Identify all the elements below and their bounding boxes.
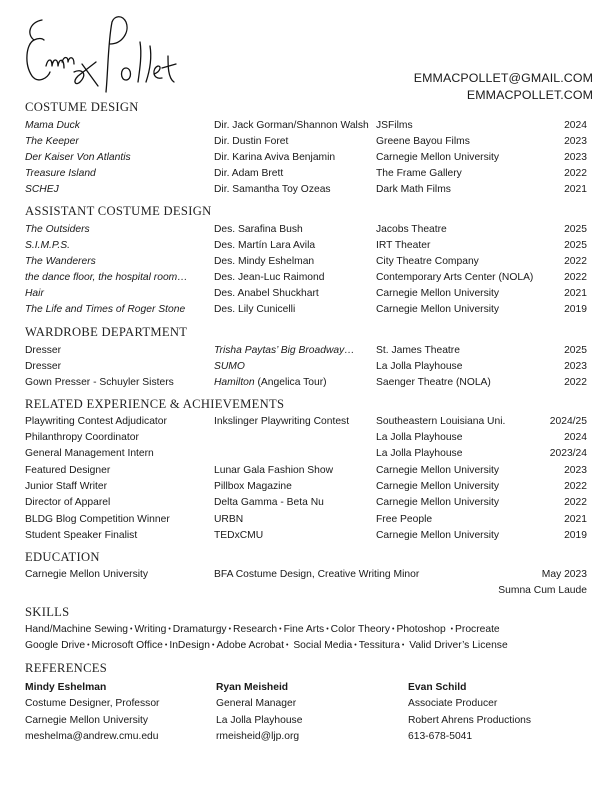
director: Dir. Adam Brett: [214, 168, 284, 179]
experience-row: [0, 414, 612, 430]
reference-name: Evan Schild: [408, 682, 467, 693]
organization: The Frame Gallery: [376, 168, 462, 179]
skill-item: Fine Arts: [283, 624, 325, 635]
reference-name: Ryan Meisheid: [216, 682, 289, 693]
contact-block: [414, 70, 593, 104]
experience-row: [0, 430, 612, 446]
honors: Sumna Cum Laude: [498, 585, 587, 596]
detail: Pillbox Magazine: [214, 481, 292, 492]
year: 2025: [564, 240, 587, 251]
section-heading-related-experience: RELATED EXPERIENCE & ACHIEVEMENTS: [25, 397, 285, 411]
position: Director of Apparel: [25, 497, 111, 508]
year: 2024/25: [549, 416, 587, 427]
skill-item: Adobe Acrobat: [216, 640, 284, 651]
costume-design-row: [0, 182, 612, 198]
assistant-design-row: [0, 254, 612, 270]
organization: Jacobs Theatre: [376, 224, 447, 235]
experience-row: [0, 463, 612, 479]
signature-logo: [22, 12, 182, 100]
organization: Carnegie Mellon University: [376, 497, 500, 508]
skill-separator: •: [326, 626, 329, 633]
organization: Contemporary Arts Center (NOLA): [376, 272, 534, 283]
experience-row: [0, 479, 612, 495]
skill-separator: •: [286, 642, 289, 649]
year: 2023: [564, 136, 587, 147]
year: 2024: [564, 120, 587, 131]
school: Carnegie Mellon University: [25, 569, 149, 580]
detail: Lunar Gala Fashion Show: [214, 465, 334, 476]
show: [214, 343, 369, 359]
skill-item: Photoshop: [396, 624, 449, 635]
assistant-design-row: [0, 238, 612, 254]
reference-email[interactable]: meshelma@andrew.cmu.edu: [25, 730, 159, 742]
reference-email[interactable]: rmeisheid@ljp.org: [216, 730, 300, 742]
section-heading-wardrobe: WARDROBE DEPARTMENT: [25, 325, 188, 339]
year: 2023: [564, 152, 587, 163]
organization: Free People: [376, 514, 433, 525]
skill-item: Google Drive: [25, 640, 86, 651]
year: 2024: [564, 432, 587, 443]
designer: Des. Martín Lara Avila: [214, 240, 316, 251]
skill-item: InDesign: [169, 640, 210, 651]
organization: Greene Bayou Films: [376, 136, 470, 147]
position: Gown Presser - Schuyler Sisters: [25, 377, 174, 388]
year: 2021: [564, 184, 587, 195]
organization: Carnegie Mellon University: [376, 288, 500, 299]
skill-item: Microsoft Office: [91, 640, 163, 651]
skill-separator: •: [130, 626, 133, 633]
detail: URBN: [214, 514, 244, 525]
show-title: SUMO: [214, 361, 245, 372]
year: 2022: [564, 481, 587, 492]
costume-design-row: [0, 118, 612, 134]
year: 2022: [564, 272, 587, 283]
organization: JSFilms: [376, 120, 413, 131]
skill-separator: •: [450, 626, 454, 633]
skill-separator: •: [87, 642, 90, 649]
skill-separator: •: [279, 626, 282, 633]
skill-item: Dramaturgy: [172, 624, 227, 635]
section-heading-costume-design: COSTUME DESIGN: [25, 100, 139, 114]
organization: Dark Math Films: [376, 184, 451, 195]
show: [214, 375, 369, 391]
production-title: The Wanderers: [25, 256, 96, 267]
skill-item: Color Theory: [330, 624, 390, 635]
skill-separator: •: [354, 642, 357, 649]
skill-item: Social Media: [290, 640, 353, 651]
year: 2019: [564, 530, 587, 541]
year: 2021: [564, 514, 587, 525]
assistant-design-row: [0, 222, 612, 238]
reference-card: [408, 680, 531, 745]
skill-item: Procreate: [455, 624, 500, 635]
show-title: Trisha Paytas’ Big Broadway…: [214, 345, 355, 356]
experience-row: [0, 512, 612, 528]
production-title: The Outsiders: [25, 224, 90, 235]
position: Playwriting Contest Adjudicator: [25, 416, 167, 427]
reference-title: General Manager: [216, 698, 297, 710]
reference-card: [25, 680, 160, 745]
designer: Des. Lily Cunicelli: [214, 304, 296, 315]
year: 2023: [564, 361, 587, 372]
production-title: Mama Duck: [25, 120, 80, 131]
year: 2025: [564, 224, 587, 235]
experience-row: [0, 528, 612, 544]
section-heading-education: EDUCATION: [25, 550, 100, 564]
organization: Saenger Theatre (NOLA): [376, 377, 491, 388]
designer: Des. Sarafina Bush: [214, 224, 303, 235]
assistant-design-row: [0, 286, 612, 302]
skill-item: Valid Driver’s License: [406, 640, 508, 651]
education-honors-row: [0, 583, 612, 599]
skill-item: Hand/Machine Sewing: [25, 624, 129, 635]
skill-separator: •: [164, 642, 168, 649]
skills-line-2: [25, 638, 508, 654]
organization: Carnegie Mellon University: [376, 481, 500, 492]
position: General Management Intern: [25, 448, 154, 459]
organization: City Theatre Company: [376, 256, 479, 267]
section-heading-skills: SKILLS: [25, 605, 70, 619]
skill-separator: •: [168, 626, 171, 633]
designer: Des. Jean-Luc Raimond: [214, 272, 325, 283]
reference-card: [216, 680, 302, 745]
director: Dir. Karina Aviva Benjamin: [214, 152, 336, 163]
production-title: SCHEJ: [25, 184, 59, 195]
director: Dir. Samantha Toy Ozeas: [214, 184, 331, 195]
position: BLDG Blog Competition Winner: [25, 514, 170, 525]
organization: Carnegie Mellon University: [376, 152, 500, 163]
skill-item: Research: [233, 624, 278, 635]
graduation-date: May 2023: [541, 569, 587, 580]
year: 2023/24: [549, 448, 587, 459]
detail: Delta Gamma - Beta Nu: [214, 497, 324, 508]
skill-item: Tessitura: [358, 640, 400, 651]
year: 2022: [564, 168, 587, 179]
year: 2025: [564, 345, 587, 356]
wardrobe-row: [0, 375, 612, 391]
section-heading-assistant-costume-design: ASSISTANT COSTUME DESIGN: [25, 204, 212, 218]
production-title: Der Kaiser Von Atlantis: [25, 152, 131, 163]
production-title: The Life and Times of Roger Stone: [25, 304, 186, 315]
detail: Inkslinger Playwriting Contest: [214, 416, 350, 427]
reference-org: Carnegie Mellon University: [25, 714, 149, 726]
reference-title: Costume Designer, Professor: [25, 698, 160, 710]
director: Dir. Jack Gorman/Shannon Walsh: [214, 120, 369, 131]
email-link[interactable]: EMMACPOLLET@GMAIL.COM: [413, 71, 593, 85]
position: Featured Designer: [25, 465, 111, 476]
director: Dir. Dustin Foret: [214, 136, 289, 147]
degree: BFA Costume Design, Creative Writing Minor: [214, 569, 420, 580]
production-title: S.I.M.P.S.: [25, 240, 71, 251]
designer: Des. Mindy Eshelman: [214, 256, 315, 267]
production-title: Hair: [25, 288, 44, 299]
year: 2023: [564, 465, 587, 476]
show-suffix: (Angelica Tour): [254, 377, 327, 388]
website-link[interactable]: EMMACPOLLET.COM: [466, 88, 593, 102]
organization: Southeastern Louisiana Uni.: [376, 416, 506, 427]
experience-row: [0, 446, 612, 462]
skill-separator: •: [211, 642, 215, 649]
organization: IRT Theater: [376, 240, 431, 251]
section-heading-references: REFERENCES: [25, 661, 108, 675]
production-title: Treasure Island: [25, 168, 96, 179]
reference-org: Robert Ahrens Productions: [408, 714, 532, 726]
costume-design-row: [0, 150, 612, 166]
organization: Carnegie Mellon University: [376, 530, 500, 541]
position: Junior Staff Writer: [25, 481, 108, 492]
position: Philanthropy Coordinator: [25, 432, 139, 443]
skill-separator: •: [392, 626, 395, 633]
year: 2022: [564, 256, 587, 267]
skill-item: Writing: [134, 624, 167, 635]
position: Student Speaker Finalist: [25, 530, 138, 541]
production-title: The Keeper: [25, 136, 79, 147]
wardrobe-row: [0, 359, 612, 375]
show: [214, 359, 369, 375]
production-title: the dance floor, the hospital room…: [25, 272, 188, 283]
reference-phone[interactable]: 613-678-5041: [408, 730, 473, 742]
education-row: [0, 567, 612, 583]
costume-design-row: [0, 166, 612, 182]
organization: Carnegie Mellon University: [376, 465, 500, 476]
assistant-design-row: [0, 302, 612, 318]
reference-name: Mindy Eshelman: [25, 682, 107, 693]
year: 2022: [564, 497, 587, 508]
year: 2019: [564, 304, 587, 315]
show-title: Hamilton: [214, 377, 255, 388]
skills-line-1: [25, 622, 500, 638]
reference-title: Associate Producer: [408, 698, 498, 710]
organization: Carnegie Mellon University: [376, 304, 500, 315]
organization: La Jolla Playhouse: [376, 432, 463, 443]
detail: TEDxCMU: [214, 530, 264, 541]
experience-row: [0, 495, 612, 511]
position: Dresser: [25, 361, 62, 372]
skill-separator: •: [401, 642, 405, 649]
year: 2022: [564, 377, 587, 388]
organization: La Jolla Playhouse: [376, 448, 463, 459]
position: Dresser: [25, 345, 62, 356]
organization: St. James Theatre: [376, 345, 460, 356]
organization: La Jolla Playhouse: [376, 361, 463, 372]
costume-design-row: [0, 134, 612, 150]
wardrobe-row: [0, 343, 612, 359]
assistant-design-row: [0, 270, 612, 286]
designer: Des. Anabel Shuckhart: [214, 288, 319, 299]
skill-separator: •: [228, 626, 232, 633]
reference-org: La Jolla Playhouse: [216, 714, 303, 726]
year: 2021: [564, 288, 587, 299]
